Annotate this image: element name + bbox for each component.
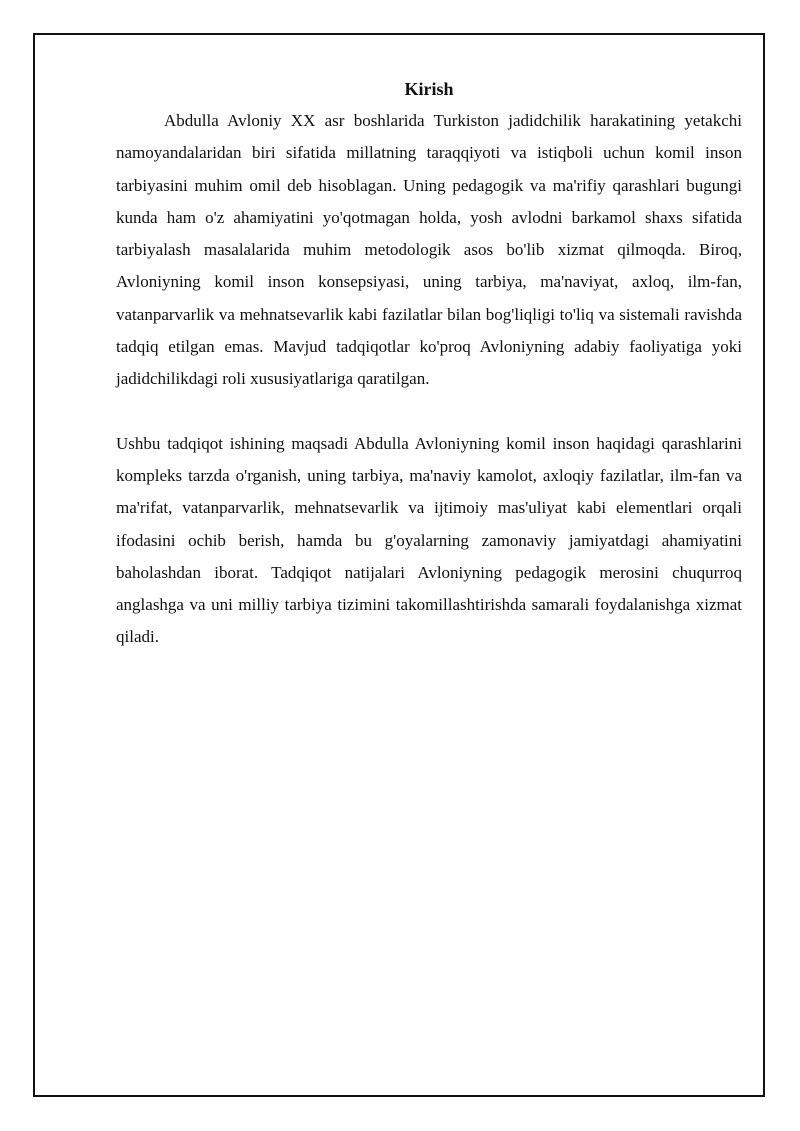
paragraph-gap xyxy=(116,396,742,428)
document-body xyxy=(116,76,742,654)
paragraph-aim: Ushbu tadqiqot ishining maqsadi Abdulla Avloniyning komil inson haqidagi qarashlarini kompleks tarzda o'rganish, uning tarbiya, ma'naviy kamolot, axloqiy fazilatlar, ilm-fan va ma'rifat, vatanparvarlik, mehnatsevarlik va ijtimoiy mas'uliyat kabi elementlari orqali ifodasini ochib berish, hamda bu g'oyalarning zamonaviy jamiyatdagi ahamiyatini baholashdan iborat. Tadqiqot natijalari Avloniyning pedagogik merosini chuqurroq anglashga va uni milliy tarbiya tizimini takomillashtirishda samarali foydalanishga xizmat qiladi. xyxy=(116,433,742,647)
paragraph-intro: Abdulla Avloniy XX asr boshlarida Turkiston jadidchilik harakatining yetakchi namoyandalaridan biri sifatida millatning taraqqiyoti va istiqboli uchun komil inson tarbiyasini muhim omil deb hisoblagan. Uning pedagogik va ma'rifiy qarashlari bugungi kunda ham o'z ahamiyatini yo'qotmagan holda, yosh avlodni barkamol shaxs sifatida tarbiyalash masalalarida muhim metodologik asos bo'lib xizmat qilmoqda. Biroq, Avloniyning komil inson konsepsiyasi, uning tarbiya, ma'naviyat, axloq, ilm-fan, vatanparvarlik va mehnatsevarlik kabi fazilatlar bilan bog'liqligi to'liq va sistemali ravishda tadqiq etilgan emas. Mavjud tadqiqotlar ko'proq Avloniyning adabiy faoliyatiga yoki jadidchilikdagi roli xususiyatlariga qaratilgan. xyxy=(116,111,742,389)
section-title: Kirish xyxy=(404,79,454,99)
